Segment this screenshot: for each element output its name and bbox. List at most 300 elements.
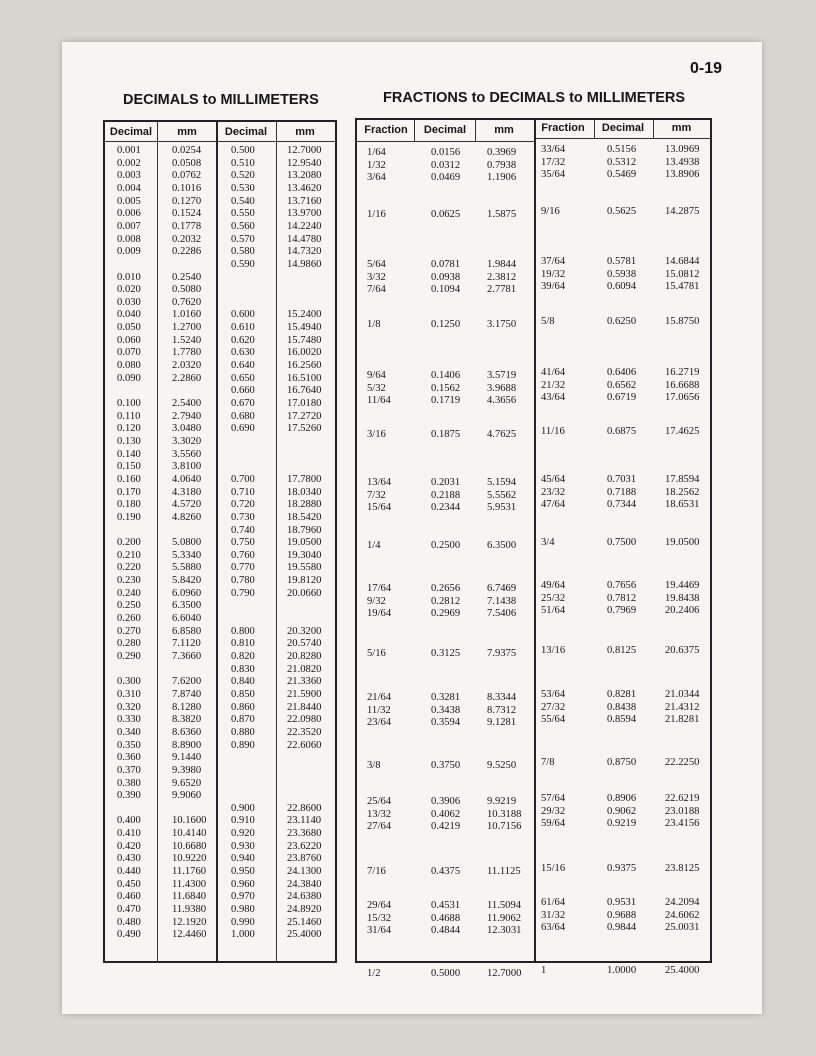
table-cell: 25/64 — [367, 796, 392, 807]
table-cell: 0.130 — [117, 435, 141, 447]
table-cell: 0.2812 — [431, 595, 461, 607]
table-cell: 19.0500 — [665, 537, 700, 548]
table-cell: 0.6719 — [607, 392, 637, 404]
table-cell: 15.4940 — [287, 322, 322, 334]
table-cell: 23.4156 — [665, 818, 700, 830]
table-cell: 12.9540 — [287, 157, 322, 169]
table-cell: 20.8280 — [287, 651, 322, 662]
table-cell: 0.2656 — [431, 583, 461, 594]
table-cell: 0.860 — [231, 701, 255, 713]
table-cell: 0.004 — [117, 182, 141, 194]
table-cell: 0.900 — [231, 802, 255, 814]
table-cell: 0.4219 — [431, 821, 461, 833]
table-cell: 22.6060 — [287, 739, 322, 751]
table-cell: 12.7000 — [487, 968, 522, 979]
table-cell: 0.2344 — [431, 502, 461, 514]
table-cell: 9.9219 — [487, 796, 517, 807]
table-cell: 43/64 — [541, 392, 566, 404]
table-cell: 9.9060 — [172, 790, 202, 802]
table-cell: 0.980 — [231, 904, 255, 915]
decimals-table — [103, 120, 337, 963]
table-cell: 16.0020 — [287, 347, 322, 359]
table-cell: 21.5900 — [287, 688, 322, 700]
table-cell: 0.890 — [231, 739, 255, 751]
table-cell: 15.0812 — [665, 268, 700, 280]
table-cell: 0.840 — [231, 676, 255, 688]
table-cell: 0.730 — [231, 511, 255, 523]
table-cell: 15/64 — [367, 502, 392, 514]
table-cell: 0.880 — [231, 726, 255, 738]
table-cell: 3.5560 — [172, 448, 202, 460]
table-cell: 0.1875 — [431, 429, 461, 440]
header-decimal-2: Decimal — [224, 126, 268, 138]
table-cell: 0.4375 — [431, 866, 461, 877]
table-cell: 1/8 — [367, 319, 381, 330]
table-cell: 6.6040 — [172, 613, 202, 625]
table-cell: 0.0156 — [431, 147, 461, 158]
table-cell: 10.3188 — [487, 808, 522, 820]
table-cell: 3.5719 — [487, 370, 517, 381]
table-cell: 63/64 — [541, 922, 566, 934]
table-cell: 1.2700 — [172, 322, 202, 334]
table-cell: 18.0340 — [287, 486, 322, 498]
table-cell: 0.400 — [117, 815, 141, 827]
table-cell: 1.9844 — [487, 259, 517, 270]
table-cell: 23/32 — [541, 486, 566, 498]
table-cell: 22.8600 — [287, 802, 322, 814]
table-cell: 0.1094 — [431, 284, 461, 296]
table-cell: 3/8 — [367, 760, 381, 771]
table-cell: 0.290 — [117, 651, 141, 662]
table-cell: 22.3520 — [287, 726, 322, 738]
table-cell: 29/64 — [367, 900, 392, 911]
table-cell: 21.8281 — [665, 714, 700, 726]
table-cell: 0.9062 — [607, 805, 637, 817]
table-cell: 2.7940 — [172, 410, 202, 422]
table-cell: 0.110 — [117, 410, 141, 422]
table-cell: 23/64 — [367, 717, 392, 729]
table-cell: 20.5740 — [287, 638, 322, 650]
table-cell: 7.3660 — [172, 651, 202, 662]
fractions-to-decimals-title: FRACTIONS to DECIMALS to MILLIMETERS — [383, 90, 686, 106]
table-cell: 1/4 — [367, 540, 381, 551]
table-cell: 0.0469 — [431, 172, 461, 184]
table-cell: 0.5625 — [607, 206, 637, 217]
decimals-to-mm-title: DECIMALS to MILLIMETERS — [123, 92, 319, 108]
table-cell: 0.950 — [231, 866, 255, 878]
table-cell: 0.3281 — [431, 692, 461, 703]
table-cell: 0.550 — [231, 208, 255, 220]
table-cell: 0.3906 — [431, 796, 461, 807]
table-cell: 18.7960 — [287, 524, 322, 536]
table-cell: 1.000 — [231, 929, 255, 941]
table-cell: 55/64 — [541, 714, 566, 726]
header-fraction-2: Fraction — [541, 122, 585, 134]
table-cell: 35/64 — [541, 169, 566, 181]
header-mm-2: mm — [671, 122, 692, 134]
table-cell: 0.710 — [231, 486, 255, 498]
table-cell: 0.2286 — [172, 246, 202, 258]
page-number: 0-19 — [690, 60, 723, 77]
table-cell: 18.2562 — [665, 486, 700, 498]
table-cell: 0.250 — [117, 600, 141, 612]
table-cell: 25.4000 — [287, 929, 322, 941]
table-cell: 0.440 — [117, 866, 141, 878]
table-cell: 0.740 — [231, 524, 255, 536]
table-cell: 0.970 — [231, 891, 255, 903]
table-cell: 14.6844 — [665, 256, 700, 267]
table-cell: 13.2080 — [287, 170, 322, 182]
table-cell: 22.2250 — [665, 757, 700, 768]
table-cell: 16.2560 — [287, 360, 322, 372]
table-cell: 17.7800 — [287, 473, 322, 485]
table-cell: 0.0762 — [172, 170, 202, 182]
header-rule — [105, 141, 335, 142]
table-cell: 3.3020 — [172, 435, 202, 447]
table-cell: 19.8120 — [287, 575, 322, 587]
table-cell: 0.490 — [117, 929, 141, 941]
table-cell: 2.3812 — [487, 271, 517, 283]
table-cell: 0.7938 — [487, 159, 517, 171]
table-cell: 23.6220 — [287, 840, 322, 852]
table-cell: 57/64 — [541, 793, 566, 804]
table-cell: 13.8906 — [665, 169, 700, 181]
table-cell: 0.460 — [117, 891, 141, 903]
table-cell: 20.2406 — [665, 605, 700, 617]
table-cell: 39/64 — [541, 281, 566, 293]
table-cell: 17.5260 — [287, 423, 322, 435]
table-cell: 0.030 — [117, 296, 141, 308]
table-cell: 19/64 — [367, 608, 392, 620]
table-cell: 23.1140 — [287, 815, 322, 827]
table-cell: 2.5400 — [172, 398, 202, 409]
table-cell: 0.7812 — [607, 592, 637, 604]
table-cell: 2.7781 — [487, 284, 517, 296]
table-cell: 0.280 — [117, 638, 141, 650]
table-cell: 0.010 — [117, 271, 141, 283]
table-cell: 13.9700 — [287, 208, 322, 220]
table-cell: 11.9062 — [487, 912, 522, 924]
table-cell: 21/64 — [367, 692, 392, 703]
table-cell: 16.6688 — [665, 379, 700, 391]
table-cell: 0.0938 — [431, 271, 461, 283]
table-cell: 4.0640 — [172, 473, 202, 485]
table-cell: 1/2 — [367, 968, 381, 979]
table-cell: 9.5250 — [487, 760, 517, 771]
table-cell: 8.1280 — [172, 701, 202, 713]
table-cell: 20.0660 — [287, 587, 322, 599]
table-cell: 0.6250 — [607, 316, 637, 327]
table-cell: 0.910 — [231, 815, 255, 827]
table-cell: 49/64 — [541, 580, 566, 591]
table-cell: 0.850 — [231, 688, 255, 700]
table-cell: 0.940 — [231, 853, 255, 865]
table-cell: 0.470 — [117, 904, 141, 915]
table-cell: 0.2500 — [431, 540, 461, 551]
table-cell: 0.5312 — [607, 156, 637, 168]
table-cell: 0.3438 — [431, 704, 461, 716]
table-cell: 0.6094 — [607, 281, 637, 293]
table-cell: 13/32 — [367, 808, 392, 820]
table-cell: 3/64 — [367, 172, 386, 184]
table-cell: 1 — [541, 965, 547, 976]
table-cell: 21/32 — [541, 379, 566, 391]
table-cell: 5/64 — [367, 259, 386, 270]
table-cell: 12.3031 — [487, 925, 522, 937]
table-cell: 0.990 — [231, 916, 255, 928]
table-cell: 0.050 — [117, 322, 141, 334]
table-cell: 3/4 — [541, 537, 555, 548]
table-cell: 0.200 — [117, 537, 141, 549]
table-cell: 0.2188 — [431, 489, 461, 501]
table-cell: 0.040 — [117, 309, 141, 321]
table-cell: 0.170 — [117, 486, 141, 498]
table-cell: 3.1750 — [487, 319, 517, 330]
table-cell: 0.3969 — [487, 147, 517, 158]
column-divider — [157, 122, 158, 961]
table-cell: 0.960 — [231, 878, 255, 890]
table-cell: 17/64 — [367, 583, 392, 594]
table-cell: 0.005 — [117, 195, 141, 207]
table-cell: 0.620 — [231, 334, 255, 346]
table-cell: 0.810 — [231, 638, 255, 650]
header-mm-1: mm — [177, 126, 197, 138]
table-cell: 6.0960 — [172, 587, 202, 599]
table-cell: 0.480 — [117, 916, 141, 928]
table-cell: 6.3500 — [487, 540, 517, 551]
table-cell: 23.3680 — [287, 828, 322, 840]
table-cell: 0.140 — [117, 448, 141, 460]
table-cell: 7/64 — [367, 284, 386, 296]
table-cell: 0.1524 — [172, 208, 202, 220]
table-cell: 0.3125 — [431, 648, 461, 659]
table-cell: 0.6875 — [607, 426, 637, 437]
table-cell: 0.1778 — [172, 220, 202, 232]
table-cell: 0.510 — [231, 157, 255, 169]
table-cell: 0.7344 — [607, 499, 637, 511]
table-cell: 0.690 — [231, 423, 255, 435]
table-cell: 24.8920 — [287, 904, 322, 915]
table-cell: 23.8125 — [665, 863, 700, 874]
table-cell: 7.6200 — [172, 676, 202, 688]
table-cell: 3/32 — [367, 271, 386, 283]
table-cell: 8.7312 — [487, 704, 517, 716]
table-cell: 18.6531 — [665, 499, 700, 511]
table-cell: 2.0320 — [172, 360, 202, 372]
table-cell: 0.790 — [231, 587, 255, 599]
table-cell: 0.8125 — [607, 645, 637, 656]
table-cell: 3.9688 — [487, 382, 517, 394]
table-cell: 5.1594 — [487, 477, 517, 488]
table-cell: 0.220 — [117, 562, 141, 574]
table-cell: 31/64 — [367, 925, 392, 937]
table-cell: 0.001 — [117, 145, 141, 156]
table-cell: 0.450 — [117, 878, 141, 890]
table-cell: 22.0980 — [287, 714, 322, 726]
table-cell: 51/64 — [541, 605, 566, 617]
table-cell: 0.580 — [231, 246, 255, 258]
table-cell: 0.330 — [117, 714, 141, 726]
table-cell: 0.190 — [117, 511, 141, 523]
table-cell: 24.6380 — [287, 891, 322, 903]
table-cell: 6.7469 — [487, 583, 517, 594]
table-cell: 0.3750 — [431, 760, 461, 771]
table-cell: 0.2969 — [431, 608, 461, 620]
table-cell: 0.5080 — [172, 284, 202, 296]
table-cell: 0.680 — [231, 410, 255, 422]
table-cell: 27/64 — [367, 821, 392, 833]
table-cell: 0.360 — [117, 752, 141, 764]
table-cell: 17/32 — [541, 156, 566, 168]
table-cell: 0.640 — [231, 360, 255, 372]
table-cell: 19.4469 — [665, 580, 700, 591]
table-cell: 10.7156 — [487, 821, 522, 833]
table-cell: 5/16 — [367, 648, 386, 659]
table-cell: 18.5420 — [287, 511, 322, 523]
table-cell: 19.3040 — [287, 549, 322, 561]
header-decimal-1: Decimal — [423, 124, 467, 136]
table-cell: 11/64 — [367, 395, 391, 407]
table-cell: 0.660 — [231, 385, 255, 397]
table-cell: 1.0000 — [607, 965, 637, 976]
table-cell: 0.7188 — [607, 486, 637, 498]
table-cell: 1.0160 — [172, 309, 202, 321]
table-cell: 7/32 — [367, 489, 386, 501]
table-cell: 0.830 — [231, 663, 255, 675]
table-cell: 3.0480 — [172, 423, 202, 435]
table-cell: 0.2031 — [431, 477, 461, 488]
table-cell: 6.8580 — [172, 625, 202, 637]
table-cell: 0.820 — [231, 651, 255, 662]
table-cell: 0.590 — [231, 258, 255, 270]
table-cell: 0.870 — [231, 714, 255, 726]
table-cell: 9/32 — [367, 595, 386, 607]
table-cell: 9.1281 — [487, 717, 517, 729]
table-cell: 14.7320 — [287, 246, 322, 258]
table-cell: 0.230 — [117, 575, 141, 587]
table-cell: 0.008 — [117, 233, 141, 245]
table-cell: 11.1125 — [487, 866, 521, 877]
table-cell: 3/16 — [367, 429, 386, 440]
table-cell: 1.5875 — [487, 209, 517, 220]
table-cell: 0.1719 — [431, 395, 461, 407]
table-cell: 21.0344 — [665, 689, 700, 700]
table-cell: 0.8906 — [607, 793, 637, 804]
table-cell: 0.310 — [117, 688, 141, 700]
table-cell: 7.1438 — [487, 595, 517, 607]
header-decimal-1: Decimal — [109, 126, 153, 138]
table-cell: 4.3180 — [172, 486, 202, 498]
table-cell: 27/32 — [541, 701, 566, 713]
table-cell: 0.7969 — [607, 605, 637, 617]
table-cell: 0.006 — [117, 208, 141, 220]
table-cell: 25.4000 — [665, 965, 700, 976]
table-cell: 5.8420 — [172, 575, 202, 587]
table-cell: 1/64 — [367, 147, 386, 158]
table-cell: 0.060 — [117, 334, 141, 346]
table-cell: 15.7480 — [287, 334, 322, 346]
table-cell: 0.240 — [117, 587, 141, 599]
table-cell: 5.5562 — [487, 489, 517, 501]
table-cell: 0.9531 — [607, 897, 637, 908]
table-cell: 0.420 — [117, 840, 141, 852]
table-cell: 19.5580 — [287, 562, 322, 574]
table-cell: 61/64 — [541, 897, 566, 908]
table-cell: 9/64 — [367, 370, 386, 381]
table-cell: 9/16 — [541, 206, 560, 217]
table-cell: 4.7625 — [487, 429, 517, 440]
table-cell: 8.3820 — [172, 714, 202, 726]
table-cell: 0.560 — [231, 220, 255, 232]
table-cell: 0.410 — [117, 828, 141, 840]
table-cell: 11/32 — [367, 704, 391, 716]
table-cell: 0.760 — [231, 549, 255, 561]
table-cell: 0.1406 — [431, 370, 461, 381]
table-cell: 20.3200 — [287, 625, 322, 637]
table-cell: 13.4938 — [665, 156, 700, 168]
table-cell: 9.3980 — [172, 764, 202, 776]
table-cell: 11.4300 — [172, 878, 207, 890]
table-cell: 0.6406 — [607, 367, 637, 378]
table-cell: 0.8281 — [607, 689, 637, 700]
table-cell: 0.7656 — [607, 580, 637, 591]
table-cell: 0.530 — [231, 182, 255, 194]
table-cell: 5.5880 — [172, 562, 202, 574]
table-cell: 0.070 — [117, 347, 141, 359]
table-cell: 11.1760 — [172, 866, 207, 878]
table-cell: 15.4781 — [665, 281, 700, 293]
table-cell: 11.5094 — [487, 900, 522, 911]
table-cell: 0.540 — [231, 195, 255, 207]
table-cell: 0.3594 — [431, 717, 461, 729]
table-cell: 10.4140 — [172, 828, 207, 840]
table-cell: 21.8440 — [287, 701, 322, 713]
table-cell: 10.9220 — [172, 853, 207, 865]
table-cell: 0.100 — [117, 398, 141, 409]
table-cell: 59/64 — [541, 818, 566, 830]
table-cell: 0.080 — [117, 360, 141, 372]
table-cell: 0.800 — [231, 625, 255, 637]
table-cell: 1.7780 — [172, 347, 202, 359]
table-cell: 24.6062 — [665, 909, 700, 921]
table-cell: 17.0656 — [665, 392, 700, 404]
table-cell: 20.6375 — [665, 645, 700, 656]
table-cell: 0.1250 — [431, 319, 461, 330]
table-cell: 0.650 — [231, 372, 255, 384]
column-divider — [216, 122, 218, 961]
table-cell: 0.003 — [117, 170, 141, 182]
header-mm-2: mm — [295, 126, 315, 138]
fraction-rows — [357, 120, 710, 979]
table-cell: 17.0180 — [287, 398, 322, 409]
table-cell: 0.600 — [231, 309, 255, 321]
table-cell: 0.920 — [231, 828, 255, 840]
table-cell: 0.120 — [117, 423, 141, 435]
table-cell: 1/32 — [367, 159, 386, 171]
table-cell: 0.8750 — [607, 757, 637, 768]
table-cell: 0.160 — [117, 473, 141, 485]
table-cell: 21.3360 — [287, 676, 322, 688]
table-cell: 12.1920 — [172, 916, 207, 928]
table-cell: 0.002 — [117, 157, 141, 169]
table-cell: 6.3500 — [172, 600, 202, 612]
table-cell: 5/8 — [541, 316, 555, 327]
table-cell: 13.4620 — [287, 182, 322, 194]
table-cell: 4.3656 — [487, 395, 517, 407]
table-cell: 0.4844 — [431, 925, 461, 937]
table-cell: 0.930 — [231, 840, 255, 852]
table-cell: 0.0781 — [431, 259, 461, 270]
